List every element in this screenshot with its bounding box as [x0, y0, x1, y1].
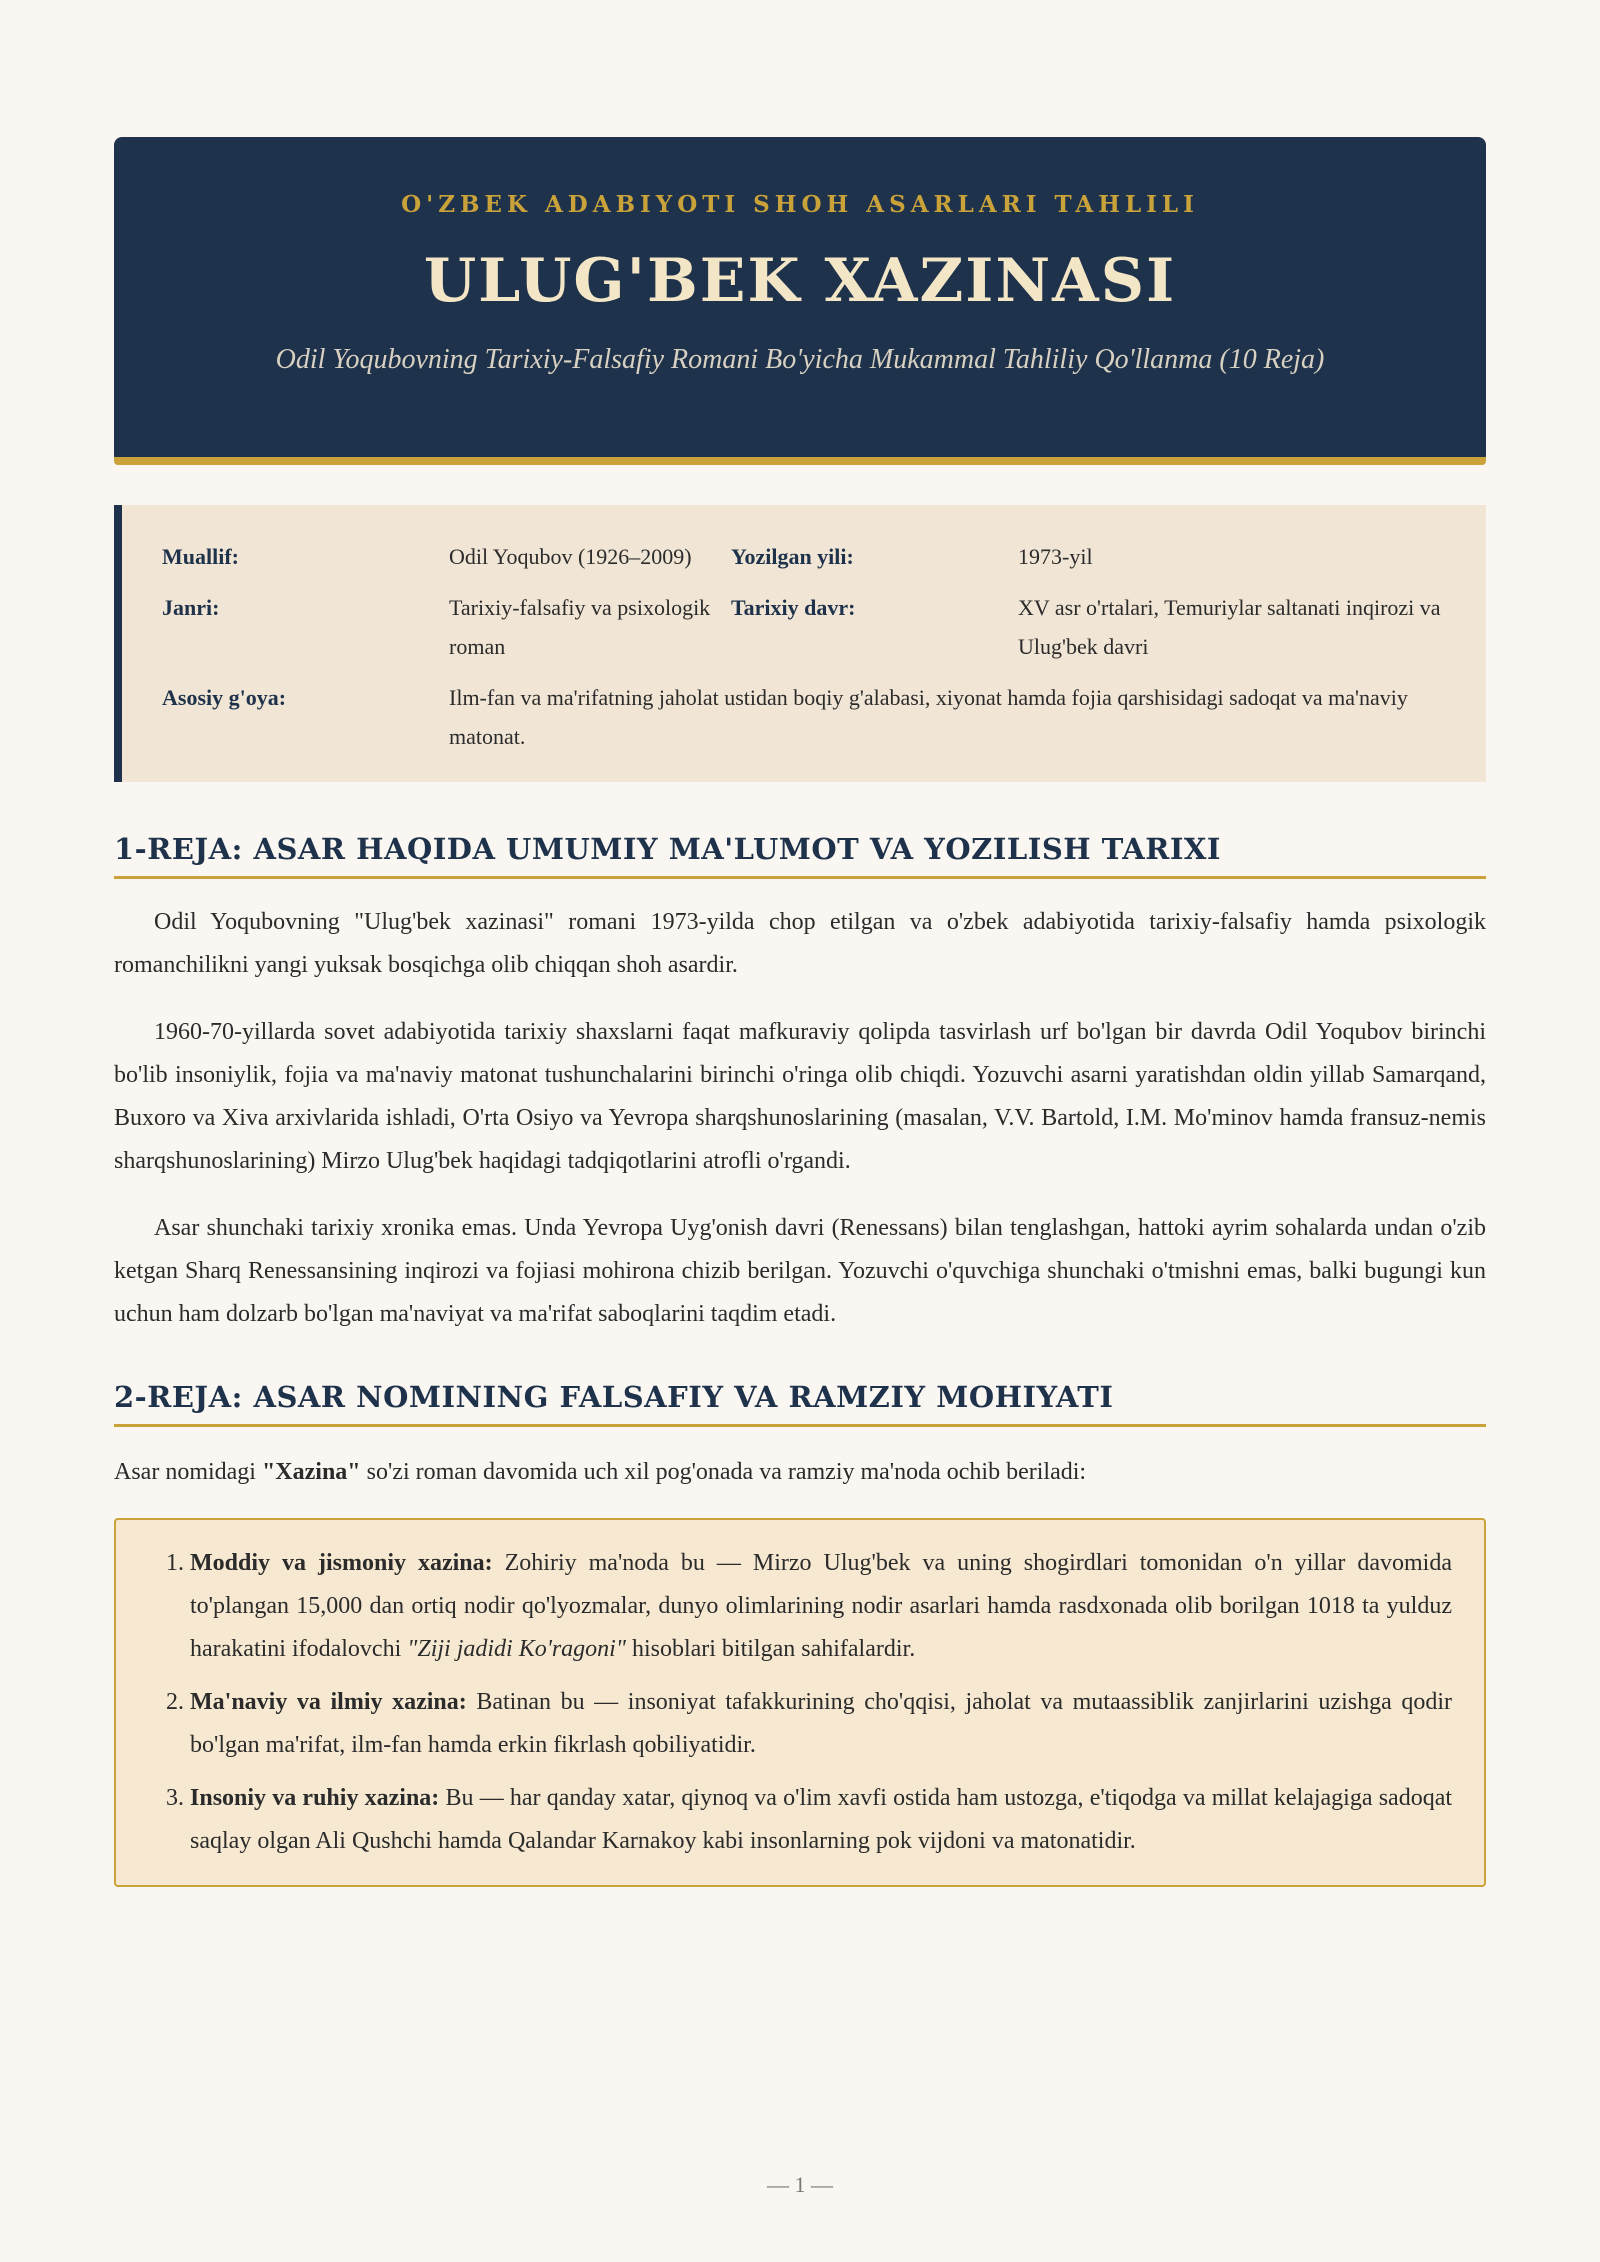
- page-title: ULUG'BEK XAZINASI: [423, 246, 1177, 316]
- list-item: [190, 1542, 1452, 1671]
- idea-value: Ilm-fan va ma'rifatning jaholat ustidan boqiy g'alabasi, xiyonat hamda fojia qarshisidagi sadoqat va ma'naviy matonat.: [449, 685, 1408, 749]
- section-2-intro: [114, 1451, 1486, 1494]
- year-value: 1973-yil: [1018, 544, 1093, 569]
- section-1-paragraph: Asar shunchaki tarixiy xronika emas. Unda Yevropa Uyg'onish davri (Renessans) bilan tenglashgan, hattoki ayrim sohalarda undan o'zib ketgan Sharq Renessansining inqirozi va fojiasi mohirona chizib berilgan. Yozuvchi o'quvchiga shunchaki o'tmishni emas, balki bugungi kun uchun ham dolzarb bo'lgan ma'naviyat va ma'rifat saboqlarini taqdim etadi.: [114, 1215, 1486, 1327]
- author-value: Odil Yoqubov (1926–2009): [449, 544, 692, 569]
- section-1-paragraph: Odil Yoqubovning "Ulug'bek xazinasi" romani 1973-yilda chop etilgan va o'zbek adabiyotida tarixiy-falsafiy hamda psixologik romanchilikni yangi yuksak bosqichga olib chiqqan shoh asardir.: [114, 909, 1486, 978]
- period-value: XV asr o'rtalari, Temuriylar saltanati inqirozi va Ulug'bek davri: [1018, 595, 1441, 659]
- series-kicker: O'ZBEK ADABIYOTI SHOH ASARLARI TAHLILI: [401, 191, 1199, 218]
- list-item-title: Ma'naviy va ilmiy xazina:: [190, 1689, 467, 1715]
- section-1-heading: 1-REJA: ASAR HAQIDA UMUMIY MA'LUMOT VA YOZILISH TARIXI: [114, 832, 1486, 879]
- section-2-heading: 2-REJA: ASAR NOMINING FALSAFIY VA RAMZIY MOHIYATI: [114, 1380, 1486, 1427]
- list-item-text: Bu — har qanday xatar, qiynoq va o'lim xavfi ostida ham ustozga, e'tiqodga va millat kelajagiga sadoqat saqlay olgan Ali Qushchi hamda Qalandar Karnakoy kabi insonlarning pok vijdoni va matonatidir.: [190, 1785, 1453, 1854]
- page-number: — 1 —: [767, 2172, 833, 2197]
- list-item-title: Insoniy va ruhiy xazina:: [190, 1785, 440, 1811]
- year-label: Yozilgan yili:: [731, 544, 854, 569]
- list-item-title: Moddiy va jismoniy xazina:: [190, 1550, 493, 1576]
- list-item: [190, 1681, 1452, 1767]
- treasure-list-box: [114, 1518, 1486, 1887]
- list-item-text: hisoblari bitilgan sahifalardir.: [625, 1636, 916, 1662]
- list-item-italic: "Ziji jadidi Ko'ragoni": [407, 1636, 626, 1662]
- document-page: [114, 137, 1486, 1887]
- author-label: Muallif:: [162, 544, 239, 569]
- list-item-text: Batinan bu — insoniyat tafakkurining cho'qqisi, jaholat va mutaassiblik zanjirlarini uzishga qodir bo'lgan ma'rifat, ilm-fan hamda erkin fikrlash qobiliyatidir.: [190, 1689, 1452, 1758]
- info-panel: [114, 505, 1486, 782]
- period-label: Tarixiy davr:: [731, 595, 856, 620]
- intro-text: Asar nomidagi: [114, 1459, 262, 1485]
- genre-label: Janri:: [162, 595, 220, 620]
- intro-emphasis: "Xazina": [261, 1459, 361, 1485]
- treasure-list: [156, 1542, 1452, 1863]
- section-1-paragraph: 1960-70-yillarda sovet adabiyotida tarixiy shaxslarni faqat mafkuraviy qolipda tasvirlash urf bo'lgan bir davrda Odil Yoqubov birinchi bo'lib insoniylik, fojia va ma'naviy matonat tushunchalarini birinchi o'ringa olib chiqdi. Yozuvchi asarni yaratishdan oldin yillab Samarqand, Buxoro va Xiva arxivlarida ishladi, O'rta Osiyo va Yevropa sharqshunoslarining (masalan, V.V. Bartold, I.M. Mo'minov hamda fransuz-nemis sharqshunoslarining) Mirzo Ulug'bek haqidagi tadqiqotlarini atrofli o'rgandi.: [114, 1019, 1486, 1174]
- title-banner: [114, 137, 1486, 465]
- genre-value: Tarixiy-falsafiy va psixologik roman: [449, 595, 711, 659]
- page-subtitle: Odil Yoqubovning Tarixiy-Falsafiy Romani Bo'yicha Mukammal Tahliliy Qo'llanma (10 Reja): [275, 344, 1325, 375]
- list-item: [190, 1777, 1452, 1863]
- intro-text: so'zi roman davomida uch xil pog'onada va ramziy ma'noda ochib beriladi:: [360, 1459, 1087, 1485]
- idea-label: Asosiy g'oya:: [162, 685, 287, 710]
- list-item-text: Zohiriy ma'noda bu — Mirzo Ulug'bek va uning shogirdlari tomonidan o'n yillar davomida to'plangan 15,000 dan ortiq nodir qo'lyozmalar, dunyo olimlarining nodir asarlari hamda rasdxonada olib borilgan 1018 ta yulduz harakatini ifodalovchi: [190, 1550, 1453, 1662]
